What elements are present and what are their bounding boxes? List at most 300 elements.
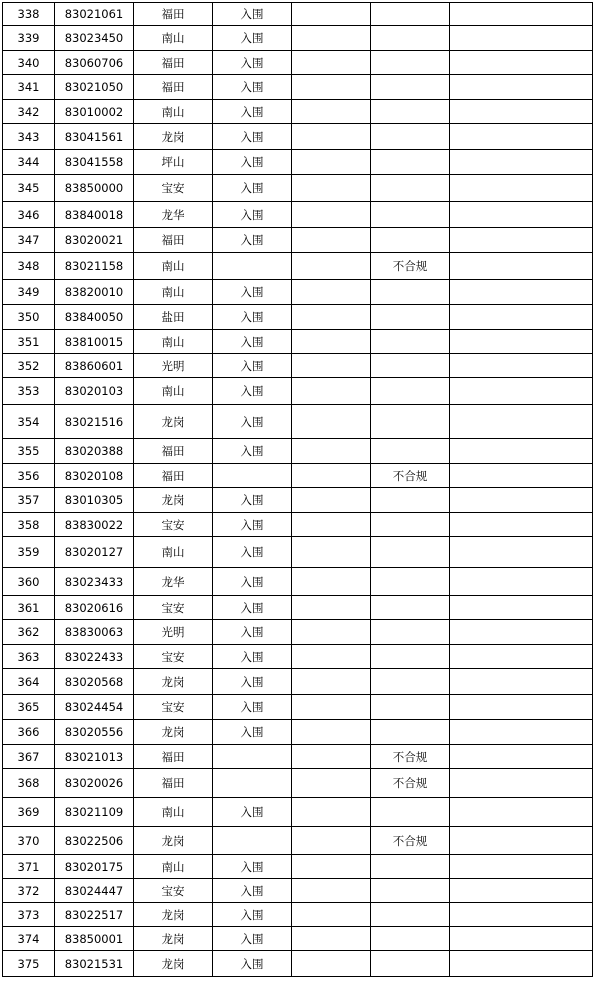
code-cell: 83020108 xyxy=(55,464,134,488)
code-cell: 83024447 xyxy=(55,879,134,903)
remark-cell xyxy=(371,927,450,951)
blank-column-cell xyxy=(292,150,371,175)
code-cell: 83020175 xyxy=(55,855,134,879)
blank-column-cell xyxy=(450,488,593,513)
blank-column-cell xyxy=(450,903,593,927)
table-row xyxy=(3,927,593,951)
status-cell: 入围 xyxy=(213,175,292,202)
blank-column-cell xyxy=(292,620,371,645)
status-cell: 入围 xyxy=(213,378,292,405)
status-cell: 入围 xyxy=(213,568,292,596)
blank-column-cell xyxy=(292,3,371,26)
district-cell: 龙岗 xyxy=(134,927,213,951)
row-number-cell: 340 xyxy=(3,51,55,75)
status-cell: 入围 xyxy=(213,305,292,330)
table-row xyxy=(3,175,593,202)
remark-cell xyxy=(371,903,450,927)
status-cell: 入围 xyxy=(213,354,292,378)
table-row xyxy=(3,354,593,378)
results-table xyxy=(2,2,593,977)
blank-column-cell xyxy=(450,280,593,305)
remark-cell xyxy=(371,695,450,720)
status-cell: 入围 xyxy=(213,75,292,100)
blank-column-cell xyxy=(292,405,371,439)
district-cell: 南山 xyxy=(134,100,213,124)
district-cell: 龙岗 xyxy=(134,405,213,439)
blank-column-cell xyxy=(292,798,371,827)
blank-column-cell xyxy=(450,720,593,745)
district-cell: 南山 xyxy=(134,330,213,354)
code-cell: 83850001 xyxy=(55,927,134,951)
blank-column-cell xyxy=(450,439,593,464)
table-row xyxy=(3,903,593,927)
district-cell: 福田 xyxy=(134,228,213,253)
blank-column-cell xyxy=(450,798,593,827)
district-cell: 龙华 xyxy=(134,202,213,228)
blank-column-cell xyxy=(450,124,593,150)
row-number-cell: 369 xyxy=(3,798,55,827)
row-number-cell: 353 xyxy=(3,378,55,405)
code-cell: 83840018 xyxy=(55,202,134,228)
blank-column-cell xyxy=(450,228,593,253)
district-cell: 盐田 xyxy=(134,305,213,330)
blank-column-cell xyxy=(292,596,371,620)
table-row xyxy=(3,798,593,827)
blank-column-cell xyxy=(292,669,371,695)
blank-column-cell xyxy=(450,202,593,228)
remark-cell: 不合规 xyxy=(371,827,450,855)
blank-column-cell xyxy=(292,855,371,879)
remark-cell xyxy=(371,26,450,51)
remark-cell xyxy=(371,405,450,439)
remark-cell xyxy=(371,568,450,596)
row-number-cell: 357 xyxy=(3,488,55,513)
remark-cell xyxy=(371,596,450,620)
table-row xyxy=(3,464,593,488)
code-cell: 83021158 xyxy=(55,253,134,280)
table-row xyxy=(3,439,593,464)
row-number-cell: 371 xyxy=(3,855,55,879)
district-cell: 宝安 xyxy=(134,513,213,537)
blank-column-cell xyxy=(450,100,593,124)
code-cell: 83850000 xyxy=(55,175,134,202)
status-cell: 入围 xyxy=(213,26,292,51)
status-cell: 入围 xyxy=(213,513,292,537)
code-cell: 83020127 xyxy=(55,537,134,568)
district-cell: 龙华 xyxy=(134,568,213,596)
district-cell: 光明 xyxy=(134,354,213,378)
status-cell: 入围 xyxy=(213,951,292,977)
row-number-cell: 347 xyxy=(3,228,55,253)
row-number-cell: 359 xyxy=(3,537,55,568)
blank-column-cell xyxy=(292,645,371,669)
row-number-cell: 362 xyxy=(3,620,55,645)
blank-column-cell xyxy=(292,903,371,927)
remark-cell xyxy=(371,669,450,695)
row-number-cell: 367 xyxy=(3,745,55,769)
remark-cell: 不合规 xyxy=(371,253,450,280)
district-cell: 宝安 xyxy=(134,695,213,720)
blank-column-cell xyxy=(450,3,593,26)
remark-cell xyxy=(371,305,450,330)
blank-column-cell xyxy=(450,645,593,669)
district-cell: 龙岗 xyxy=(134,827,213,855)
status-cell xyxy=(213,827,292,855)
remark-cell: 不合规 xyxy=(371,745,450,769)
remark-cell xyxy=(371,3,450,26)
blank-column-cell xyxy=(292,75,371,100)
row-number-cell: 349 xyxy=(3,280,55,305)
row-number-cell: 355 xyxy=(3,439,55,464)
district-cell: 龙岗 xyxy=(134,124,213,150)
district-cell: 南山 xyxy=(134,855,213,879)
table-row xyxy=(3,855,593,879)
blank-column-cell xyxy=(450,568,593,596)
status-cell xyxy=(213,464,292,488)
remark-cell: 不合规 xyxy=(371,464,450,488)
blank-column-cell xyxy=(450,150,593,175)
remark-cell xyxy=(371,175,450,202)
code-cell: 83041561 xyxy=(55,124,134,150)
blank-column-cell xyxy=(450,175,593,202)
blank-column-cell xyxy=(450,695,593,720)
blank-column-cell xyxy=(450,620,593,645)
row-number-cell: 365 xyxy=(3,695,55,720)
remark-cell xyxy=(371,537,450,568)
row-number-cell: 360 xyxy=(3,568,55,596)
code-cell: 83041558 xyxy=(55,150,134,175)
code-cell: 83830063 xyxy=(55,620,134,645)
table-row xyxy=(3,695,593,720)
district-cell: 福田 xyxy=(134,51,213,75)
row-number-cell: 354 xyxy=(3,405,55,439)
row-number-cell: 351 xyxy=(3,330,55,354)
table-row xyxy=(3,280,593,305)
code-cell: 83020021 xyxy=(55,228,134,253)
remark-cell xyxy=(371,378,450,405)
code-cell: 83020556 xyxy=(55,720,134,745)
code-cell: 83020026 xyxy=(55,769,134,798)
remark-cell xyxy=(371,228,450,253)
blank-column-cell xyxy=(450,927,593,951)
table-row xyxy=(3,720,593,745)
status-cell xyxy=(213,769,292,798)
code-cell: 83021050 xyxy=(55,75,134,100)
row-number-cell: 348 xyxy=(3,253,55,280)
remark-cell xyxy=(371,720,450,745)
row-number-cell: 339 xyxy=(3,26,55,51)
table-row xyxy=(3,745,593,769)
remark-cell xyxy=(371,202,450,228)
row-number-cell: 366 xyxy=(3,720,55,745)
status-cell: 入围 xyxy=(213,669,292,695)
blank-column-cell xyxy=(292,280,371,305)
row-number-cell: 358 xyxy=(3,513,55,537)
table-row xyxy=(3,51,593,75)
status-cell: 入围 xyxy=(213,645,292,669)
blank-column-cell xyxy=(292,228,371,253)
remark-cell xyxy=(371,855,450,879)
district-cell: 福田 xyxy=(134,75,213,100)
blank-column-cell xyxy=(450,464,593,488)
table-row xyxy=(3,513,593,537)
district-cell: 南山 xyxy=(134,798,213,827)
table-row xyxy=(3,100,593,124)
district-cell: 坪山 xyxy=(134,150,213,175)
code-cell: 83820010 xyxy=(55,280,134,305)
table-row xyxy=(3,378,593,405)
blank-column-cell xyxy=(450,330,593,354)
code-cell: 83020388 xyxy=(55,439,134,464)
blank-column-cell xyxy=(450,51,593,75)
table-row xyxy=(3,330,593,354)
code-cell: 83021531 xyxy=(55,951,134,977)
remark-cell xyxy=(371,513,450,537)
district-cell: 宝安 xyxy=(134,175,213,202)
remark-cell xyxy=(371,51,450,75)
blank-column-cell xyxy=(292,439,371,464)
blank-column-cell xyxy=(292,100,371,124)
row-number-cell: 345 xyxy=(3,175,55,202)
code-cell: 83860601 xyxy=(55,354,134,378)
blank-column-cell xyxy=(292,879,371,903)
row-number-cell: 343 xyxy=(3,124,55,150)
status-cell: 入围 xyxy=(213,280,292,305)
row-number-cell: 375 xyxy=(3,951,55,977)
blank-column-cell xyxy=(450,745,593,769)
blank-column-cell xyxy=(450,354,593,378)
table-row xyxy=(3,3,593,26)
blank-column-cell xyxy=(450,769,593,798)
blank-column-cell xyxy=(292,26,371,51)
code-cell: 83060706 xyxy=(55,51,134,75)
table-row xyxy=(3,669,593,695)
row-number-cell: 346 xyxy=(3,202,55,228)
code-cell: 83021061 xyxy=(55,3,134,26)
table-row xyxy=(3,951,593,977)
table-row xyxy=(3,228,593,253)
blank-column-cell xyxy=(292,202,371,228)
row-number-cell: 361 xyxy=(3,596,55,620)
status-cell: 入围 xyxy=(213,620,292,645)
table-row xyxy=(3,596,593,620)
status-cell xyxy=(213,253,292,280)
blank-column-cell xyxy=(292,378,371,405)
row-number-cell: 338 xyxy=(3,3,55,26)
row-number-cell: 342 xyxy=(3,100,55,124)
remark-cell xyxy=(371,645,450,669)
blank-column-cell xyxy=(450,26,593,51)
table-row xyxy=(3,253,593,280)
status-cell: 入围 xyxy=(213,903,292,927)
blank-column-cell xyxy=(292,464,371,488)
remark-cell xyxy=(371,330,450,354)
code-cell: 83023450 xyxy=(55,26,134,51)
code-cell: 83022433 xyxy=(55,645,134,669)
remark-cell xyxy=(371,879,450,903)
blank-column-cell xyxy=(450,669,593,695)
status-cell: 入围 xyxy=(213,3,292,26)
row-number-cell: 368 xyxy=(3,769,55,798)
status-cell: 入围 xyxy=(213,720,292,745)
code-cell: 83020568 xyxy=(55,669,134,695)
blank-column-cell xyxy=(292,253,371,280)
status-cell: 入围 xyxy=(213,855,292,879)
blank-column-cell xyxy=(292,305,371,330)
blank-column-cell xyxy=(450,537,593,568)
row-number-cell: 341 xyxy=(3,75,55,100)
blank-column-cell xyxy=(450,305,593,330)
code-cell: 83022506 xyxy=(55,827,134,855)
district-cell: 福田 xyxy=(134,3,213,26)
district-cell: 南山 xyxy=(134,378,213,405)
row-number-cell: 350 xyxy=(3,305,55,330)
row-number-cell: 374 xyxy=(3,927,55,951)
blank-column-cell xyxy=(292,720,371,745)
table-row xyxy=(3,75,593,100)
district-cell: 福田 xyxy=(134,745,213,769)
status-cell: 入围 xyxy=(213,228,292,253)
remark-cell xyxy=(371,75,450,100)
code-cell: 83021109 xyxy=(55,798,134,827)
table-row xyxy=(3,620,593,645)
code-cell: 83010002 xyxy=(55,100,134,124)
blank-column-cell xyxy=(292,927,371,951)
district-cell: 南山 xyxy=(134,280,213,305)
table-row xyxy=(3,202,593,228)
remark-cell xyxy=(371,354,450,378)
blank-column-cell xyxy=(292,537,371,568)
code-cell: 83010305 xyxy=(55,488,134,513)
blank-column-cell xyxy=(450,879,593,903)
status-cell: 入围 xyxy=(213,879,292,903)
status-cell: 入围 xyxy=(213,695,292,720)
status-cell: 入围 xyxy=(213,100,292,124)
table-row xyxy=(3,124,593,150)
blank-column-cell xyxy=(450,827,593,855)
district-cell: 福田 xyxy=(134,464,213,488)
blank-column-cell xyxy=(450,855,593,879)
blank-column-cell xyxy=(292,354,371,378)
status-cell: 入围 xyxy=(213,439,292,464)
blank-column-cell xyxy=(292,175,371,202)
blank-column-cell xyxy=(292,769,371,798)
code-cell: 83810015 xyxy=(55,330,134,354)
table-row xyxy=(3,405,593,439)
district-cell: 宝安 xyxy=(134,596,213,620)
table-row xyxy=(3,537,593,568)
remark-cell xyxy=(371,439,450,464)
district-cell: 南山 xyxy=(134,253,213,280)
code-cell: 83830022 xyxy=(55,513,134,537)
district-cell: 南山 xyxy=(134,537,213,568)
row-number-cell: 363 xyxy=(3,645,55,669)
district-cell: 龙岗 xyxy=(134,488,213,513)
status-cell: 入围 xyxy=(213,202,292,228)
table-row xyxy=(3,879,593,903)
code-cell: 83020103 xyxy=(55,378,134,405)
district-cell: 宝安 xyxy=(134,879,213,903)
blank-column-cell xyxy=(450,253,593,280)
status-cell: 入围 xyxy=(213,798,292,827)
status-cell xyxy=(213,745,292,769)
status-cell: 入围 xyxy=(213,405,292,439)
district-cell: 南山 xyxy=(134,26,213,51)
blank-column-cell xyxy=(450,405,593,439)
blank-column-cell xyxy=(450,513,593,537)
table-row xyxy=(3,568,593,596)
blank-column-cell xyxy=(450,378,593,405)
row-number-cell: 370 xyxy=(3,827,55,855)
row-number-cell: 344 xyxy=(3,150,55,175)
blank-column-cell xyxy=(292,513,371,537)
blank-column-cell xyxy=(292,827,371,855)
blank-column-cell xyxy=(292,695,371,720)
remark-cell xyxy=(371,798,450,827)
district-cell: 光明 xyxy=(134,620,213,645)
district-cell: 龙岗 xyxy=(134,669,213,695)
code-cell: 83020616 xyxy=(55,596,134,620)
status-cell: 入围 xyxy=(213,330,292,354)
code-cell: 83022517 xyxy=(55,903,134,927)
code-cell: 83021013 xyxy=(55,745,134,769)
row-number-cell: 372 xyxy=(3,879,55,903)
code-cell: 83840050 xyxy=(55,305,134,330)
district-cell: 龙岗 xyxy=(134,951,213,977)
row-number-cell: 364 xyxy=(3,669,55,695)
remark-cell xyxy=(371,620,450,645)
remark-cell xyxy=(371,280,450,305)
blank-column-cell xyxy=(292,330,371,354)
status-cell: 入围 xyxy=(213,51,292,75)
blank-column-cell xyxy=(292,51,371,75)
status-cell: 入围 xyxy=(213,596,292,620)
blank-column-cell xyxy=(292,951,371,977)
district-cell: 福田 xyxy=(134,769,213,798)
district-cell: 龙岗 xyxy=(134,903,213,927)
status-cell: 入围 xyxy=(213,488,292,513)
code-cell: 83024454 xyxy=(55,695,134,720)
row-number-cell: 373 xyxy=(3,903,55,927)
code-cell: 83023433 xyxy=(55,568,134,596)
remark-cell xyxy=(371,124,450,150)
status-cell: 入围 xyxy=(213,537,292,568)
blank-column-cell xyxy=(292,568,371,596)
blank-column-cell xyxy=(292,745,371,769)
status-cell: 入围 xyxy=(213,927,292,951)
remark-cell xyxy=(371,100,450,124)
table-row xyxy=(3,827,593,855)
status-cell: 入围 xyxy=(213,150,292,175)
status-cell: 入围 xyxy=(213,124,292,150)
table-row xyxy=(3,305,593,330)
blank-column-cell xyxy=(450,596,593,620)
remark-cell xyxy=(371,488,450,513)
blank-column-cell xyxy=(292,488,371,513)
district-cell: 龙岗 xyxy=(134,720,213,745)
code-cell: 83021516 xyxy=(55,405,134,439)
blank-column-cell xyxy=(292,124,371,150)
blank-column-cell xyxy=(450,75,593,100)
district-cell: 宝安 xyxy=(134,645,213,669)
table-row xyxy=(3,488,593,513)
district-cell: 福田 xyxy=(134,439,213,464)
row-number-cell: 356 xyxy=(3,464,55,488)
table-row xyxy=(3,769,593,798)
table-row xyxy=(3,645,593,669)
blank-column-cell xyxy=(450,951,593,977)
table-row xyxy=(3,26,593,51)
